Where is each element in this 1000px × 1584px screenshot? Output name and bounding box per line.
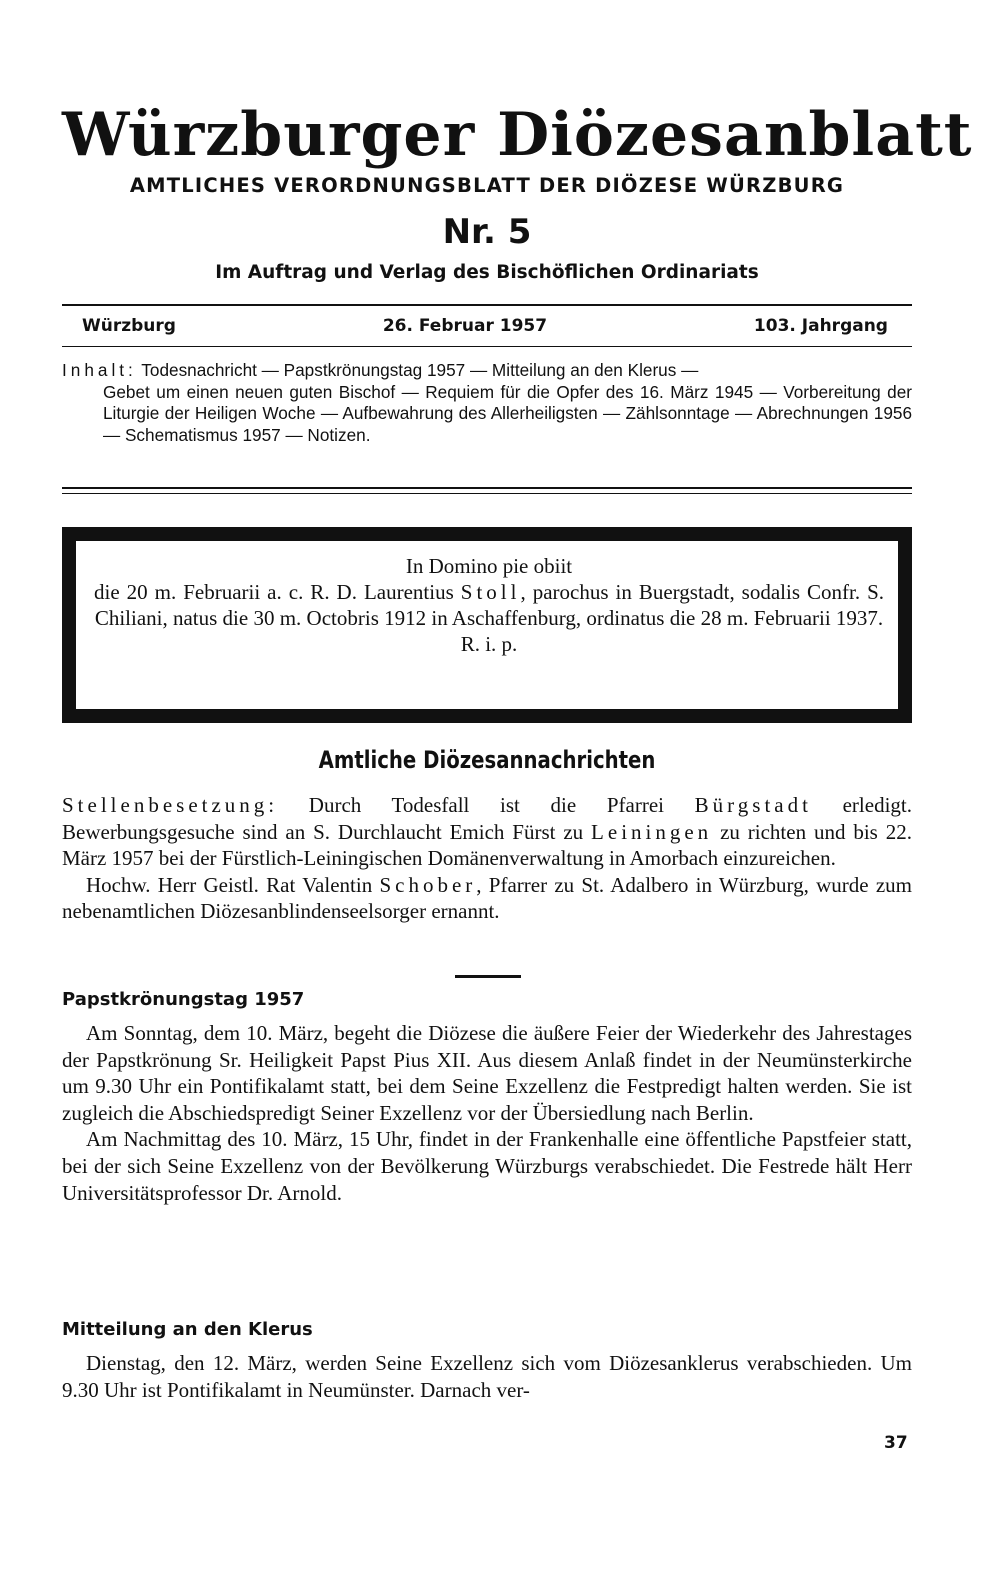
header-rule-bottom (62, 346, 912, 347)
obituary-heading: In Domino pie obiit (405, 554, 573, 578)
news-text: , Pfarrer zu St. Adalbero in Würzburg, wurde zum nebenamtlichen Diözesanblindenseelsorger ernannt. (62, 872, 912, 924)
news-prince: Leiningen (591, 819, 713, 844)
klerus-section (62, 1350, 912, 1403)
obituary-text-after: , parochus in Buergstadt, sodalis Confr. S. Chiliani, natus die 30 m. Octobris 1912 in Aschaffenburg, ordinatus die 28 m. Februarii 1937. (94, 580, 885, 630)
section-divider (455, 975, 521, 978)
news-text: zu richten und bis 22. März 1957 bei der Fürstlich-Leiningischen Domänenverwaltung in Amorbach einzureichen. (62, 819, 912, 871)
obituary-closing: R. i. p. (460, 632, 518, 656)
dateline-volume: 103. Jahrgang (753, 316, 888, 336)
news-text: Durch Todesfall ist die Pfarrei (278, 793, 695, 817)
dateline (82, 316, 888, 336)
obituary-name: Stoll (460, 580, 521, 604)
masthead-subtitle: AMTLICHES VERORDNUNGSBLATT DER DIÖZESE WÜRZBURG (129, 174, 845, 197)
papst-heading: Papstkrönungstag 1957 (62, 989, 305, 1010)
contents-label: Inhalt: (62, 360, 137, 380)
papst-paragraph-1: Am Sonntag, dem 10. März, begeht die Diözese die äußere Feier der Wiederkehr des Jahrestages der Papstkrönung Sr. Heiligkeit Papst Pius XII. Aus diesem Anlaß findet in der Neumünsterkirche um 9.30 Uhr ein Pontifikalamt statt, bei dem Seine Exzellenz die Festpredigt halten werden. Sie ist zugleich die Abschiedspredigt Seiner Exzellenz vor der Übersiedlung nach Berlin. (62, 1021, 912, 1125)
publisher-line: Im Auftrag und Verlag des Bischöflichen Ordinariats (215, 262, 759, 283)
issue-number: Nr. 5 (442, 212, 532, 252)
papst-paragraph-2: Am Nachmittag des 10. März, 15 Uhr, findet in der Frankenhalle eine öffentliche Papstfeier statt, bei der sich Seine Exzellenz von der Bevölkerung Würzburgs verabschiedet. Die Festrede hält Herr Universitätsprofessor Dr. Arnold. (62, 1127, 912, 1205)
news-paragraph-1 (62, 792, 912, 872)
contents-rule-2 (62, 493, 912, 494)
header-rule-top (62, 304, 912, 306)
news-text: Hochw. Herr Geistl. Rat Valentin (86, 872, 380, 897)
section-title: Amtliche Diözesannachrichten (318, 746, 656, 774)
masthead-title: Würzburger Diözesanblatt (62, 100, 973, 170)
obituary-text-before: die 20 m. Februarii a. c. R. D. Laurentius (94, 580, 454, 604)
news-paragraph-2 (62, 872, 912, 925)
dateline-date: 26. Februar 1957 (382, 316, 548, 336)
obituary-text (94, 579, 884, 631)
klerus-paragraph-1: Dienstag, den 12. März, werden Seine Exzellenz sich vom Diözesanklerus verabschieden. Um 9.30 Uhr ist Pontifikalamt in Neumünster. Darnach ver- (62, 1351, 912, 1402)
dateline-place: Würzburg (82, 316, 176, 336)
page-number: 37 (884, 1433, 908, 1453)
news-label: Stellenbesetzung: (62, 793, 279, 817)
table-of-contents (62, 360, 912, 446)
papst-section (62, 1020, 912, 1206)
news-text: erledigt. Bewerbungsgesuche sind an S. Durchlaucht Emich Fürst zu (62, 793, 912, 844)
diocesan-news (62, 792, 912, 925)
contents-rule-1 (62, 487, 912, 489)
contents-line-1: Todesnachricht — Papstkrönungstag 1957 — Mitteilung an den Klerus — (141, 360, 699, 380)
news-name: Schober (379, 872, 477, 897)
contents-rest: Gebet um einen neuen guten Bischof — Requiem für die Opfer des 16. März 1945 — Vorbereitung der Liturgie der Heiligen Woche — Aufbewahrung des Allerheiligsten — Zählsonntage — Abrechnungen 1956 — Schematismus 1957 — Notizen. (103, 381, 912, 445)
news-place: Bürgstadt (694, 793, 812, 817)
obituary-box (62, 527, 912, 723)
klerus-heading: Mitteilung an den Klerus (62, 1319, 313, 1340)
